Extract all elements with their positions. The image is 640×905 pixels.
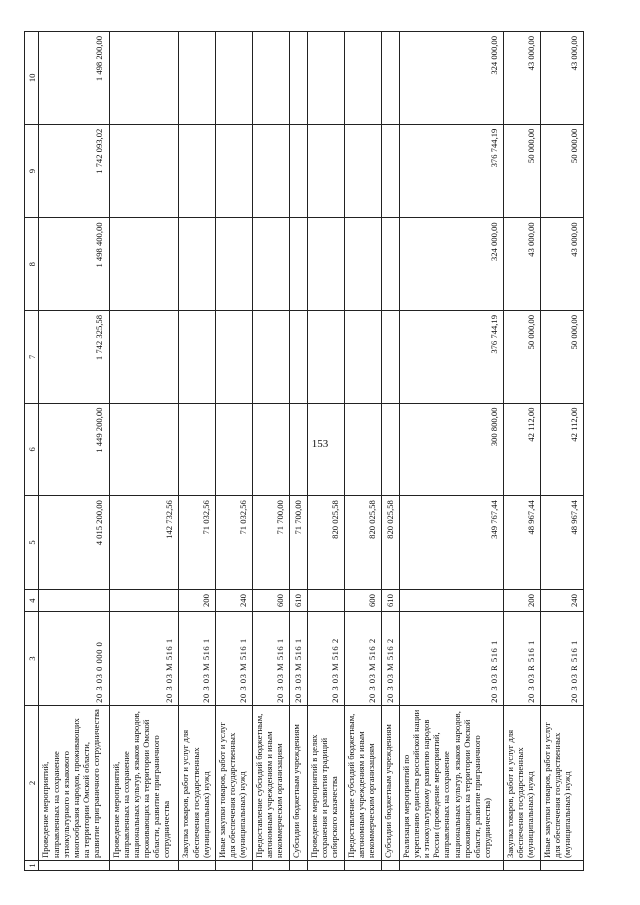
cell-description: Закупка товаров, работ и услуг для обеспечения государственных (муниципальных) нужд [179, 705, 216, 860]
cell-col6: 300 800,00 [399, 403, 503, 496]
cell-col5: 71 032,56 [179, 496, 216, 590]
cell-expense-type [399, 589, 503, 611]
budget-table [24, 31, 584, 871]
col-header: 6 [25, 403, 39, 496]
cell-expense-type: 200 [179, 589, 216, 611]
cell-col7 [307, 310, 344, 403]
cell-blank [216, 860, 253, 870]
cell-col6 [109, 403, 179, 496]
cell-col9 [382, 124, 400, 218]
cell-col5: 4 015 200,00 [39, 496, 109, 590]
cell-col6 [252, 403, 289, 496]
cell-col8: 43 000,00 [503, 218, 540, 311]
cell-expense-type [307, 589, 344, 611]
cell-col6: 42 112,00 [503, 403, 540, 496]
table-row [503, 32, 540, 871]
table-row [382, 32, 400, 871]
cell-col6: 1 449 200,00 [39, 403, 109, 496]
col-header: 10 [25, 32, 39, 125]
cell-target-code: 20 3 03 M 516 1 [179, 612, 216, 706]
cell-col9: 376 744,19 [399, 124, 503, 218]
cell-col5: 71 032,56 [216, 496, 253, 590]
header-row [25, 32, 39, 871]
col-header: 1 [25, 860, 39, 870]
cell-col9 [344, 124, 381, 218]
cell-col9: 50 000,00 [503, 124, 540, 218]
col-header: 9 [25, 124, 39, 218]
cell-col9 [289, 124, 307, 218]
cell-target-code: 20 3 03 R 516 1 [541, 612, 584, 706]
cell-col7 [382, 310, 400, 403]
cell-col8 [109, 218, 179, 311]
cell-col9 [179, 124, 216, 218]
cell-description: Иные закупки товаров, работ и услуг для обеспечения государственных (муниципальных) нужд [541, 705, 584, 860]
table-row [109, 32, 179, 871]
cell-col8: 1 498 400,00 [39, 218, 109, 311]
table-row [307, 32, 344, 871]
cell-col5: 71 700,00 [252, 496, 289, 590]
cell-target-code: 20 3 03 M 516 1 [109, 612, 179, 706]
cell-col6 [307, 403, 344, 496]
cell-col10 [344, 32, 381, 125]
cell-col9 [216, 124, 253, 218]
cell-col6 [382, 403, 400, 496]
cell-col6 [289, 403, 307, 496]
cell-blank [503, 860, 540, 870]
cell-col8 [216, 218, 253, 311]
cell-col9 [109, 124, 179, 218]
cell-col9: 50 000,00 [541, 124, 584, 218]
cell-col7: 376 744,19 [399, 310, 503, 403]
cell-col8 [307, 218, 344, 311]
cell-col7 [216, 310, 253, 403]
cell-col10 [216, 32, 253, 125]
cell-col9 [307, 124, 344, 218]
cell-col5: 48 967,44 [503, 496, 540, 590]
cell-target-code: 20 3 03 M 516 2 [382, 612, 400, 706]
cell-col9 [252, 124, 289, 218]
cell-blank [109, 860, 179, 870]
col-header: 4 [25, 589, 39, 611]
cell-col10: 1 498 200,00 [39, 32, 109, 125]
cell-blank [307, 860, 344, 870]
cell-expense-type: 200 [503, 589, 540, 611]
col-header: 5 [25, 496, 39, 590]
cell-col5: 71 700,00 [289, 496, 307, 590]
cell-expense-type: 600 [344, 589, 381, 611]
cell-expense-type: 610 [289, 589, 307, 611]
cell-expense-type: 600 [252, 589, 289, 611]
cell-col10 [307, 32, 344, 125]
table-row [179, 32, 216, 871]
cell-blank [252, 860, 289, 870]
cell-col5: 48 967,44 [541, 496, 584, 590]
cell-col5: 349 767,44 [399, 496, 503, 590]
cell-blank [399, 860, 503, 870]
cell-expense-type [109, 589, 179, 611]
table-row [399, 32, 503, 871]
cell-blank [382, 860, 400, 870]
col-header: 7 [25, 310, 39, 403]
cell-col7 [109, 310, 179, 403]
cell-col8 [382, 218, 400, 311]
cell-col10 [179, 32, 216, 125]
cell-col7 [179, 310, 216, 403]
table-row [39, 32, 109, 871]
cell-col5: 820 025,58 [344, 496, 381, 590]
cell-blank [289, 860, 307, 870]
cell-description: Иные закупки товаров, работ и услуг для обеспечения государственных (муниципальных) нужд [216, 705, 253, 860]
cell-col7: 1 742 325,58 [39, 310, 109, 403]
cell-expense-type: 240 [216, 589, 253, 611]
cell-description: Закупка товаров, работ и услуг для обеспечения государственных (муниципальных) нужд [503, 705, 540, 860]
cell-description: Субсидии бюджетным учреждениям [289, 705, 307, 860]
cell-blank [39, 860, 109, 870]
cell-description: Проведение мероприятий, направленных на сохранение этнокультурного и языкового многообразия народов, проживающих на территории Омской области, развитие приграничного сотрудничества [39, 705, 109, 860]
cell-target-code: 20 3 03 0 000 0 [39, 612, 109, 706]
cell-col8 [289, 218, 307, 311]
cell-blank [179, 860, 216, 870]
cell-col10: 324 000,00 [399, 32, 503, 125]
cell-col10: 43 000,00 [503, 32, 540, 125]
cell-col6 [179, 403, 216, 496]
cell-target-code: 20 3 03 M 516 1 [216, 612, 253, 706]
cell-description: Реализация мероприятий по укреплению единства российской нации и этнокультурному развитию народов России (проведение мероприятий, направленных на сохранение национальных культур, языков народов, проживающих на территории Омской области, развитие приграничного сотрудничества) [399, 705, 503, 860]
cell-col7 [344, 310, 381, 403]
col-header: 2 [25, 705, 39, 860]
cell-col5: 142 732,56 [109, 496, 179, 590]
table-row [541, 32, 584, 871]
cell-col8 [252, 218, 289, 311]
cell-description: Проведение мероприятий в целях сохранения и развития традиций сибирского казачества [307, 705, 344, 860]
cell-col10 [289, 32, 307, 125]
cell-col9: 1 742 093,02 [39, 124, 109, 218]
cell-blank [344, 860, 381, 870]
cell-expense-type [39, 589, 109, 611]
cell-target-code: 20 3 03 R 516 1 [503, 612, 540, 706]
cell-blank [541, 860, 584, 870]
cell-description: Предоставление субсидий бюджетным, автономным учреждениям и иным некоммерческим организациям [344, 705, 381, 860]
cell-col10 [109, 32, 179, 125]
cell-col7 [289, 310, 307, 403]
cell-col6 [216, 403, 253, 496]
cell-col6: 42 112,00 [541, 403, 584, 496]
cell-col5: 820 025,58 [307, 496, 344, 590]
cell-col8 [344, 218, 381, 311]
cell-description: Проведение мероприятий, направленных на сохранение национальных культур, языков народов, проживающих на территории Омской области, развитие приграничного сотрудничества [109, 705, 179, 860]
cell-col10 [382, 32, 400, 125]
table-row [289, 32, 307, 871]
cell-col10 [252, 32, 289, 125]
cell-col7: 50 000,00 [541, 310, 584, 403]
col-header: 8 [25, 218, 39, 311]
cell-target-code: 20 3 03 M 516 1 [289, 612, 307, 706]
cell-col8 [179, 218, 216, 311]
budget-table-rotated [24, 31, 584, 871]
page-number: 153 [311, 438, 329, 450]
table-row [344, 32, 381, 871]
cell-target-code: 20 3 03 M 516 2 [307, 612, 344, 706]
cell-description: Субсидии бюджетным учреждениям [382, 705, 400, 860]
cell-target-code: 20 3 03 R 516 1 [399, 612, 503, 706]
table-row [216, 32, 253, 871]
cell-target-code: 20 3 03 M 516 1 [252, 612, 289, 706]
cell-expense-type: 240 [541, 589, 584, 611]
cell-col7 [252, 310, 289, 403]
cell-description: Предоставление субсидий бюджетным, автономным учреждениям и иным некоммерческим организациям [252, 705, 289, 860]
cell-col7: 50 000,00 [503, 310, 540, 403]
table-row [252, 32, 289, 871]
cell-col5: 820 025,58 [382, 496, 400, 590]
cell-col8: 43 000,00 [541, 218, 584, 311]
cell-target-code: 20 3 03 M 516 2 [344, 612, 381, 706]
cell-col10: 43 000,00 [541, 32, 584, 125]
col-header: 3 [25, 612, 39, 706]
cell-col6 [344, 403, 381, 496]
cell-col8: 324 000,00 [399, 218, 503, 311]
cell-expense-type: 610 [382, 589, 400, 611]
